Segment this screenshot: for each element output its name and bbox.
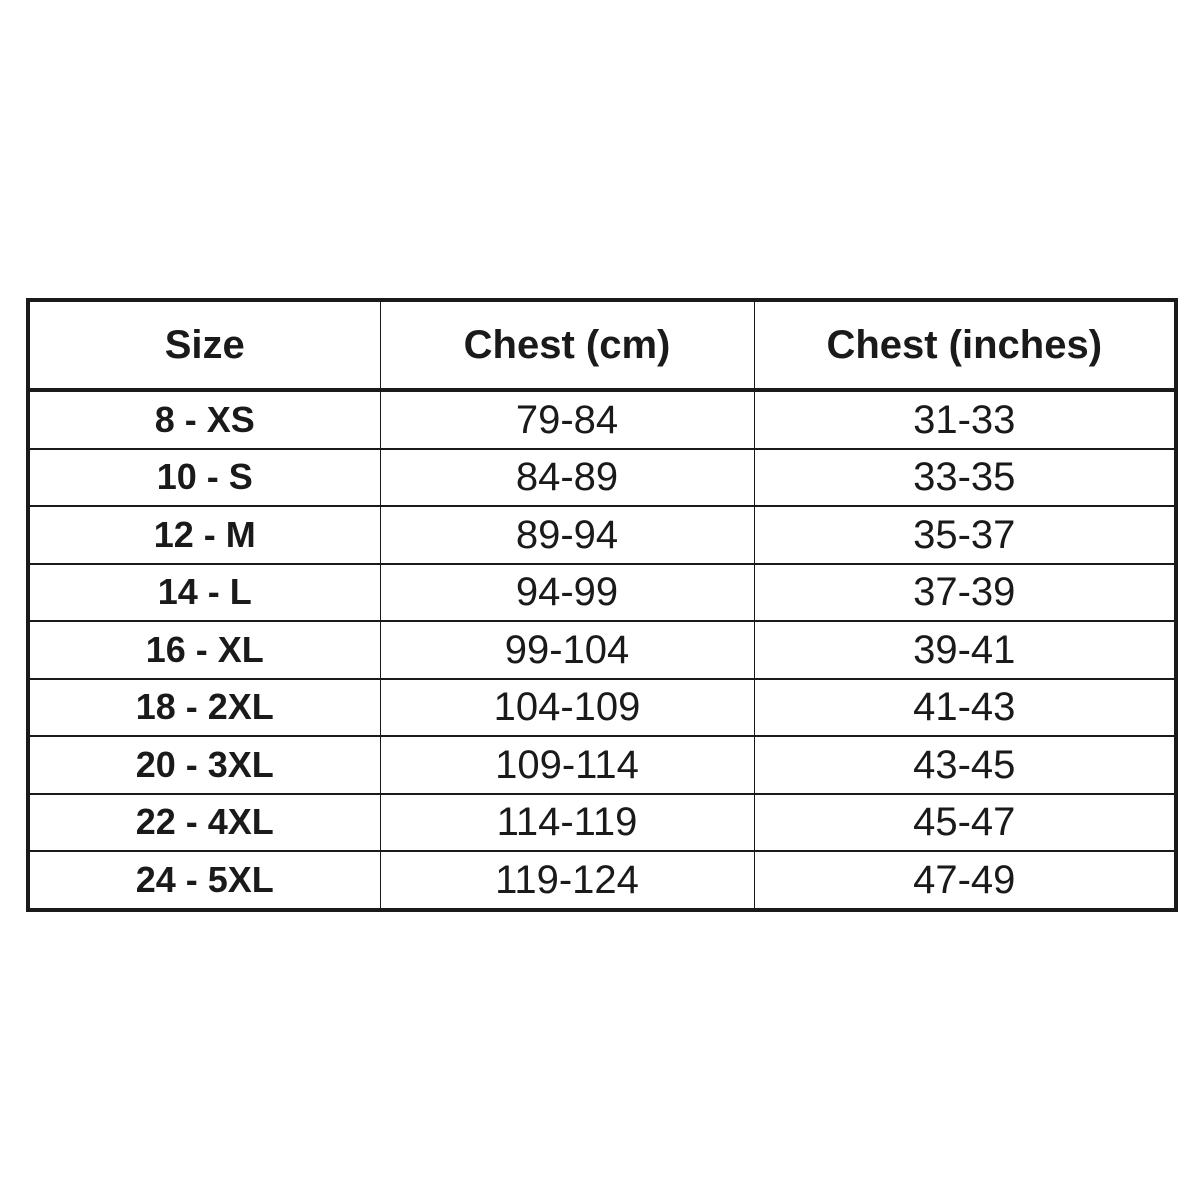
table-row	[28, 506, 1176, 564]
chest-inches-cell: 39-41	[754, 621, 1176, 679]
chest-inches-cell: 47-49	[754, 851, 1176, 910]
table-row	[28, 390, 1176, 449]
chest-inches-cell: 43-45	[754, 736, 1176, 794]
table-row	[28, 564, 1176, 622]
chest-cm-cell: 109-114	[380, 736, 754, 794]
chest-cm-cell: 94-99	[380, 564, 754, 622]
chest-cm-cell: 79-84	[380, 390, 754, 449]
chest-cm-cell: 104-109	[380, 679, 754, 737]
chest-cm-cell: 119-124	[380, 851, 754, 910]
table-row	[28, 736, 1176, 794]
table-row	[28, 679, 1176, 737]
chest-inches-cell: 45-47	[754, 794, 1176, 852]
size-cell: 22 - 4XL	[28, 794, 380, 852]
chest-inches-cell: 31-33	[754, 390, 1176, 449]
size-cell: 18 - 2XL	[28, 679, 380, 737]
table-body	[28, 390, 1176, 910]
chest-cm-cell: 114-119	[380, 794, 754, 852]
size-cell: 24 - 5XL	[28, 851, 380, 910]
size-cell: 16 - XL	[28, 621, 380, 679]
size-cell: 20 - 3XL	[28, 736, 380, 794]
chest-cm-cell: 99-104	[380, 621, 754, 679]
chest-inches-cell: 41-43	[754, 679, 1176, 737]
chest-cm-cell: 84-89	[380, 449, 754, 507]
table-row	[28, 621, 1176, 679]
header-chest-inches: Chest (inches)	[754, 300, 1176, 390]
size-cell: 14 - L	[28, 564, 380, 622]
chest-inches-cell: 35-37	[754, 506, 1176, 564]
size-chart-table	[26, 298, 1178, 912]
chest-inches-cell: 33-35	[754, 449, 1176, 507]
table-row	[28, 851, 1176, 910]
chest-cm-cell: 89-94	[380, 506, 754, 564]
size-cell: 12 - M	[28, 506, 380, 564]
size-cell: 10 - S	[28, 449, 380, 507]
table-row	[28, 449, 1176, 507]
chest-inches-cell: 37-39	[754, 564, 1176, 622]
header-size: Size	[28, 300, 380, 390]
table-row	[28, 794, 1176, 852]
size-cell: 8 - XS	[28, 390, 380, 449]
header-chest-cm: Chest (cm)	[380, 300, 754, 390]
table-header-row	[28, 300, 1176, 390]
